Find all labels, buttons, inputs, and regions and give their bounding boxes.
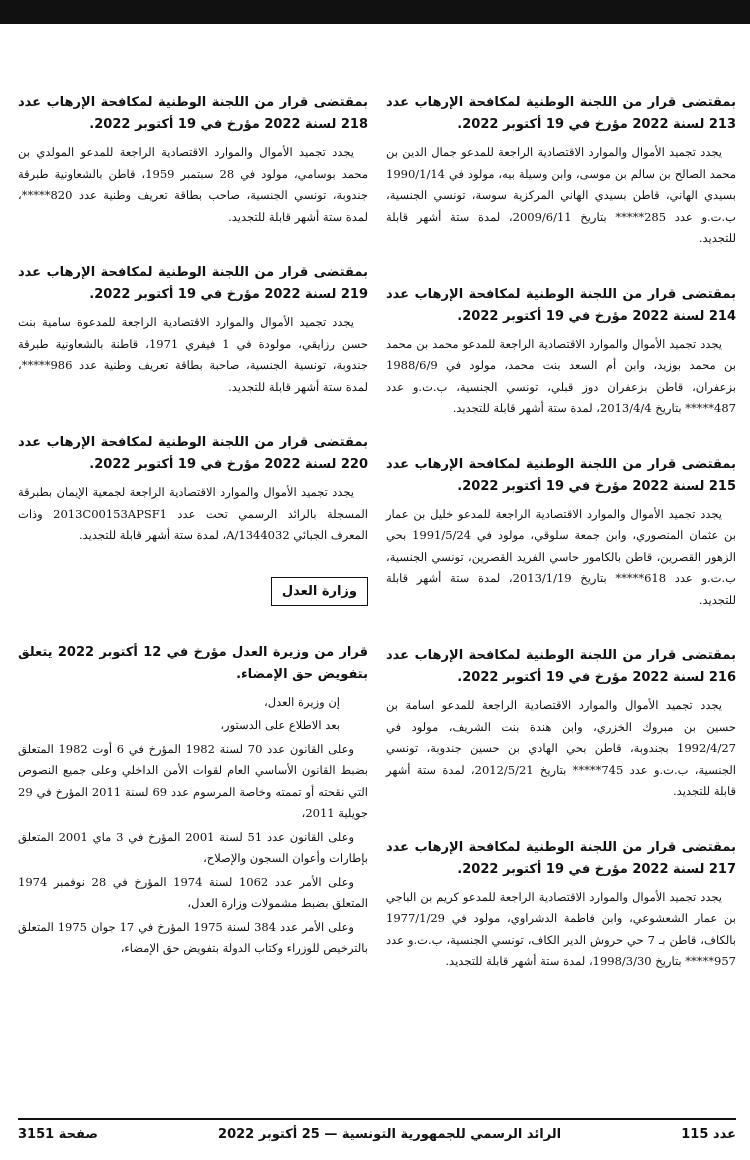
decision-entry: [386, 454, 736, 612]
top-scan-border: [0, 0, 750, 24]
decision-entry: [386, 92, 736, 250]
decision-entry: [18, 432, 368, 547]
decision-entry: [386, 837, 736, 973]
decision-heading: بمقتضى قرار من اللجنة الوطنية لمكافحة الإرهاب عدد 214 لسنة 2022 مؤرخ في 19 أكتوبر 2022.: [386, 286, 736, 324]
decision-body: يجدد تجميد الأموال والموارد الاقتصادية الراجعة للمدعو جمال الدين بن محمد الصالح بن سالم بن موسى، وابن وسيلة بيه، مولود في 1990/1/14 بسيدي الهاني، قاطن بسيدي الهاني المركزية سوسة، تونسي الجنسية، ب.ت.و عدد 285***** بتاريخ 2009/6/11، لمدة ستة أشهر قابلة للتجديد.: [386, 145, 736, 245]
decision-heading: بمقتضى قرار من اللجنة الوطنية لمكافحة الإرهاب عدد 216 لسنة 2022 مؤرخ في 19 أكتوبر 2022.: [386, 648, 736, 685]
issue-number: عدد 115: [681, 1126, 736, 1142]
decision-heading: بمقتضى قرار من اللجنة الوطنية لمكافحة الإرهاب عدد 215 لسنة 2022 مؤرخ في 19 أكتوبر 2022.: [386, 456, 736, 494]
decision-body: يجدد تجميد الأموال والموارد الاقتصادية الراجعة لجمعية الإيمان بطبرقة المسجلة بالرائد الرسمي تحت عدد 2013C00153APSF1 وذات المعرف الجبائي A/1344032، لمدة ستة أشهر قابلة للتجديد.: [18, 485, 368, 542]
ministry-paragraph: وعلى الأمر عدد 1062 لسنة 1974 المؤرخ في 28 نوفمبر 1974 المتعلق بضبط مشمولات وزارة العدل،: [18, 874, 368, 910]
ministry-paragraph: وعلى القانون عدد 70 لسنة 1982 المؤرخ في 6 أوت 1982 المتعلق بضبط القانون الأساسي العام لقوات الأمن الداخلي وعلى جميع النصوص التي نقحته أو تممته وخاصة المرسوم عدد 69 لسنة 2011 المؤرخ في 29 جويلية 2011،: [18, 741, 368, 820]
decision-body: يجدد تجميد الأموال والموارد الاقتصادية الراجعة للمدعو المولدي بن محمد بوسامي، مولود في 28 سبتمبر 1959، قاطن بالشعاونية طبرقة جندوبة، تونسي الجنسية، صاحب بطاقة تعريف وطنية عدد 820*****، لمدة ستة أشهر قابلة للتجديد.: [18, 145, 368, 224]
ministry-decision-heading: قرار من وزيرة العدل مؤرخ في 12 أكتوبر 2022 يتعلق بتفويض حق الإمضاء.: [18, 644, 368, 682]
ministry-paragraph: وعلى الأمر عدد 384 لسنة 1975 المؤرخ في 17 جوان 1975 المتعلق بالترخيص للوزراء وكتاب الدولة بتفويض حق الإمضاء،: [18, 919, 368, 955]
ministry-paragraph: بعد الاطلاع على الدستور،: [220, 718, 340, 732]
decision-heading: بمقتضى قرار من اللجنة الوطنية لمكافحة الإرهاب عدد 219 لسنة 2022 مؤرخ في 19 أكتوبر 2022.: [18, 265, 368, 302]
decision-entry: [18, 262, 368, 398]
decision-body: يجدد تجميد الأموال والموارد الاقتصادية الراجعة للمدعو خليل بن عمار بن عثمان المنصوري، وابن جمعة سلوقي، مولود في 1991/5/24 بحي الزهور القصرين، قاطن بالكامور حاسي الفريد القصرين، تونسي الجنسية، ب.ت.و عدد 618***** بتاريخ 2013/1/19، لمدة ستة أشهر قابلة للتجديد.: [386, 506, 736, 607]
journal-title-date: الرائد الرسمي للجمهورية التونسية — 25 أكتوبر 2022: [218, 1126, 562, 1142]
decision-entry: [386, 284, 736, 420]
decision-body: يجدد تجميد الأموال والموارد الاقتصادية الراجعة للمدعو كريم بن الباجي بن عمار الشعشوعي، وابن فاطمة الدشراوي، مولود في 1977/1/29 بالكاف، قاطن بـ 7 حي حروش الدير الكاف، تونسي الجنسية، ب.ت.و عدد 957***** بتاريخ 1998/3/30، لمدة ستة أشهر قابلة للتجديد.: [386, 889, 737, 968]
decision-body: يجدد تجميد الأموال والموارد الاقتصادية الراجعة للمدعو محمد بن محمد بن محمد بوزيد، وابن أم السعد بنت محمد، مولود في 1988/6/9 بزعفران، قاطن بزعفران دوز قبلي، تونسي الجنسية، ب.ت.و عدد 487***** بتاريخ 2013/4/4، لمدة ستة أشهر قابلة للتجديد.: [386, 336, 736, 415]
page-number: صفحة 3151: [18, 1126, 98, 1142]
page-footer: [18, 1118, 736, 1148]
ministry-paragraph: إن وزيرة العدل،: [264, 694, 340, 709]
decision-heading: بمقتضى قرار من اللجنة الوطنية لمكافحة الإرهاب عدد 213 لسنة 2022 مؤرخ في 19 أكتوبر 2022.: [386, 95, 736, 132]
decision-entry: [386, 645, 736, 803]
left-column: [18, 92, 368, 962]
ministry-paragraph: وعلى القانون عدد 51 لسنة 2001 المؤرخ في 3 ماي 2001 المتعلق بإطارات وأعوان السجون والإصلاح،: [18, 829, 368, 865]
right-column: [386, 92, 736, 1007]
decision-heading: بمقتضى قرار من اللجنة الوطنية لمكافحة الإرهاب عدد 220 لسنة 2022 مؤرخ في 19 أكتوبر 2022.: [18, 435, 368, 472]
decision-entry: [18, 92, 368, 228]
decision-body: يجدد تجميد الأموال والموارد الاقتصادية الراجعة للمدعوة سامية بنت حسن رزايقي، مولودة في 1 فيفري 1971، قاطنة بالشعاونية طبرقة جندوبة، تونسية الجنسية، صاحبة بطاقة تعريف وطنية عدد 986*****، لمدة ستة أشهر قابلة للتجديد.: [18, 315, 368, 394]
ministry-title-box: وزارة العدل: [271, 577, 368, 606]
decision-body: يجدد تجميد الأموال والموارد الاقتصادية الراجعة للمدعو اسامة بن حسين بن مبروك الخزري، وابن هندة بنت الشريف، مولود في 1992/4/27 بجندوبة، قاطن بحي الهادي بن حسين جندوبة، تونسي الجنسية، ب.ت.و عدد 745***** بتاريخ 2012/5/21، لمدة ستة أشهر قابلة للتجديد.: [386, 698, 737, 798]
decision-heading: بمقتضى قرار من اللجنة الوطنية لمكافحة الإرهاب عدد 217 لسنة 2022 مؤرخ في 19 أكتوبر 2022.: [386, 839, 736, 877]
decision-heading: بمقتضى قرار من اللجنة الوطنية لمكافحة الإرهاب عدد 218 لسنة 2022 مؤرخ في 19 أكتوبر 2022.: [18, 95, 368, 132]
